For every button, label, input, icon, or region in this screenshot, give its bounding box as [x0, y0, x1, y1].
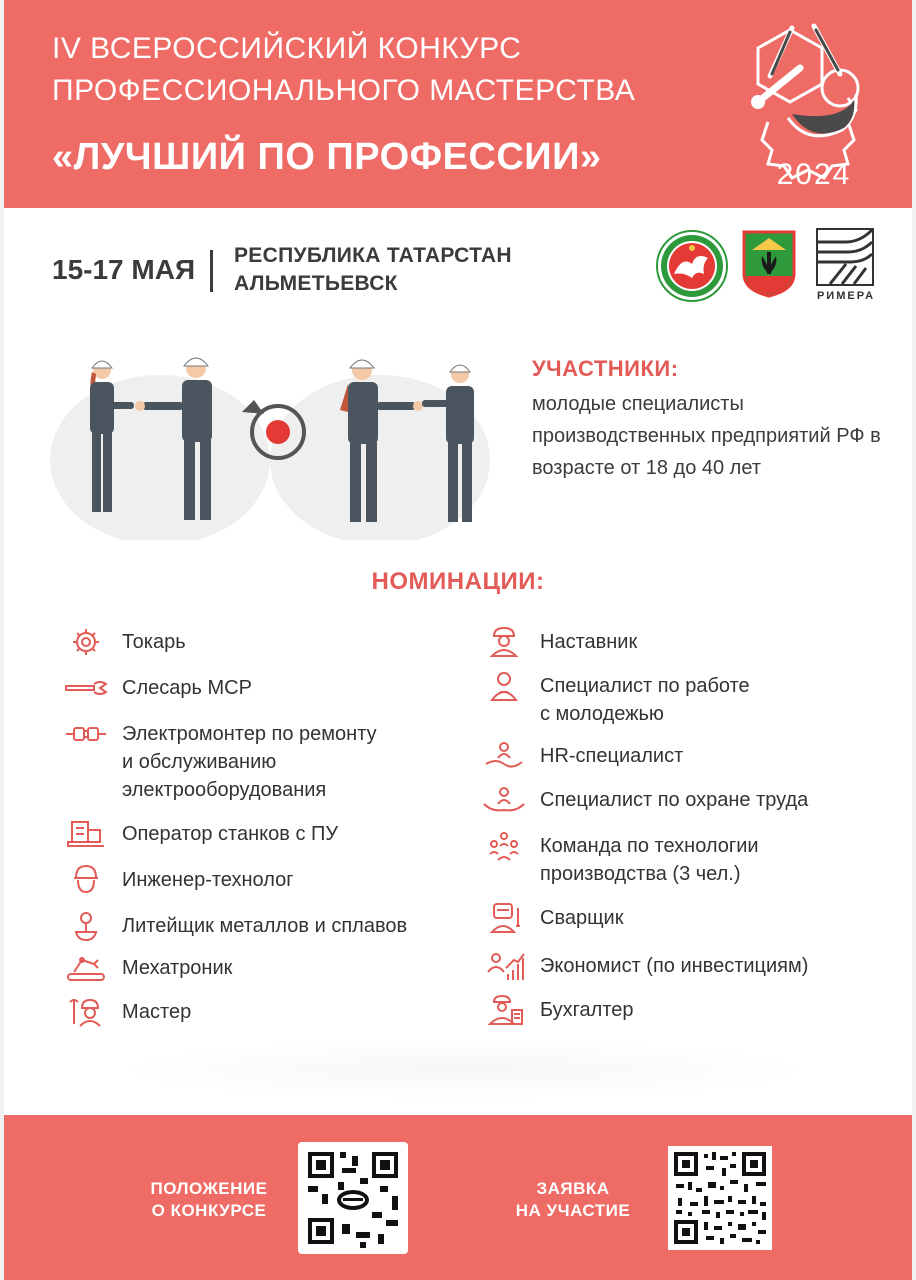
nomination-label: Бухгалтер — [540, 999, 634, 1021]
wrench-icon — [64, 672, 108, 704]
youth-specialist-icon — [482, 670, 526, 702]
regulations-label: ПОЛОЖЕНИЕ О КОНКУРСЕ — [150, 1179, 268, 1220]
nomination-item — [482, 628, 637, 658]
header-line-2: ПРОФЕССИОНАЛЬНОГО МАСТЕРСТВА — [52, 74, 636, 107]
header-line-1: IV ВСЕРОССИЙСКИЙ КОНКУРС — [52, 32, 522, 65]
nomination-item — [482, 996, 634, 1026]
nomination-label: Команда по технологии производства (3 чел.) — [540, 835, 759, 885]
welder-icon — [482, 902, 526, 934]
nomination-label: Мастер — [122, 1001, 192, 1023]
nomination-label: Слесарь МСР — [122, 677, 252, 699]
nomination-label: Токарь — [122, 631, 186, 653]
nomination-item — [64, 998, 191, 1028]
plug-icon — [64, 718, 108, 750]
team-icon — [482, 830, 526, 862]
rimera-logo-text: РИМЕРА — [816, 290, 876, 302]
participants-description: молодые специалисты производственных предприятий РФ в возрасте от 18 до 40 лет — [532, 393, 881, 479]
workers-handshake-illustration — [50, 340, 500, 540]
nomination-label: Специалист по работе с молодежью — [540, 675, 750, 725]
nominations-title: НОМИНАЦИИ: — [371, 568, 545, 595]
nomination-label: Инженер-технолог — [122, 869, 294, 891]
ladle-icon — [64, 910, 108, 942]
mentor-icon — [482, 626, 526, 658]
nomination-label: Литейщик металлов и сплавов — [122, 915, 408, 937]
nomination-item — [64, 720, 377, 804]
nomination-label: HR-специалист — [540, 745, 684, 767]
nomination-item — [482, 952, 808, 982]
nomination-label: Оператор станков с ПУ — [122, 823, 339, 845]
nomination-item — [482, 786, 808, 816]
application-qr-code[interactable] — [668, 1146, 772, 1250]
engineer-icon — [64, 864, 108, 896]
nomination-item — [64, 820, 338, 850]
nomination-label: Мехатроник — [122, 957, 233, 979]
master-icon — [64, 996, 108, 1028]
rimera-logo-icon — [816, 228, 874, 286]
accountant-icon — [482, 994, 526, 1026]
nomination-item — [482, 742, 683, 772]
regulations-qr-code[interactable] — [298, 1142, 408, 1254]
nomination-label: Наставник — [540, 631, 638, 653]
application-label: ЗАЯВКА НА УЧАСТИЕ — [515, 1179, 631, 1220]
safety-icon — [482, 784, 526, 816]
contest-title: «ЛУЧШИЙ ПО ПРОФЕССИИ» — [52, 136, 602, 178]
nomination-item — [64, 912, 407, 942]
divider — [210, 250, 213, 292]
poster — [4, 0, 912, 1280]
nomination-label: Сварщик — [540, 907, 624, 929]
blurred-area — [114, 1040, 814, 1100]
machine-icon — [64, 818, 108, 850]
robot-arm-icon — [64, 952, 108, 984]
header-banner — [4, 0, 912, 208]
nomination-item — [64, 954, 232, 984]
nomination-label: Экономист (по инвестициям) — [540, 955, 809, 977]
nomination-item — [64, 866, 294, 896]
hr-icon — [482, 740, 526, 772]
event-dates: 15-17 МАЯ — [52, 254, 196, 285]
nomination-item — [64, 674, 252, 704]
participants-title: УЧАСТНИКИ: — [532, 356, 679, 381]
nomination-item — [64, 628, 186, 658]
contest-year: 2024 — [776, 158, 852, 191]
almetyevsk-coat-of-arms-icon — [740, 228, 798, 298]
nomination-label: Электромонтер по ремонту и обслуживанию электрооборудования — [122, 723, 377, 801]
nomination-item — [482, 904, 623, 934]
tatarstan-emblem-icon — [656, 230, 728, 302]
nomination-item — [482, 672, 750, 728]
event-city: АЛЬМЕТЬЕВСК — [234, 272, 398, 295]
event-region: РЕСПУБЛИКА ТАТАРСТАН — [234, 244, 512, 267]
nomination-label: Специалист по охране труда — [540, 789, 809, 811]
gear-icon — [64, 626, 108, 658]
economist-icon — [482, 950, 526, 982]
nomination-item — [482, 832, 759, 888]
